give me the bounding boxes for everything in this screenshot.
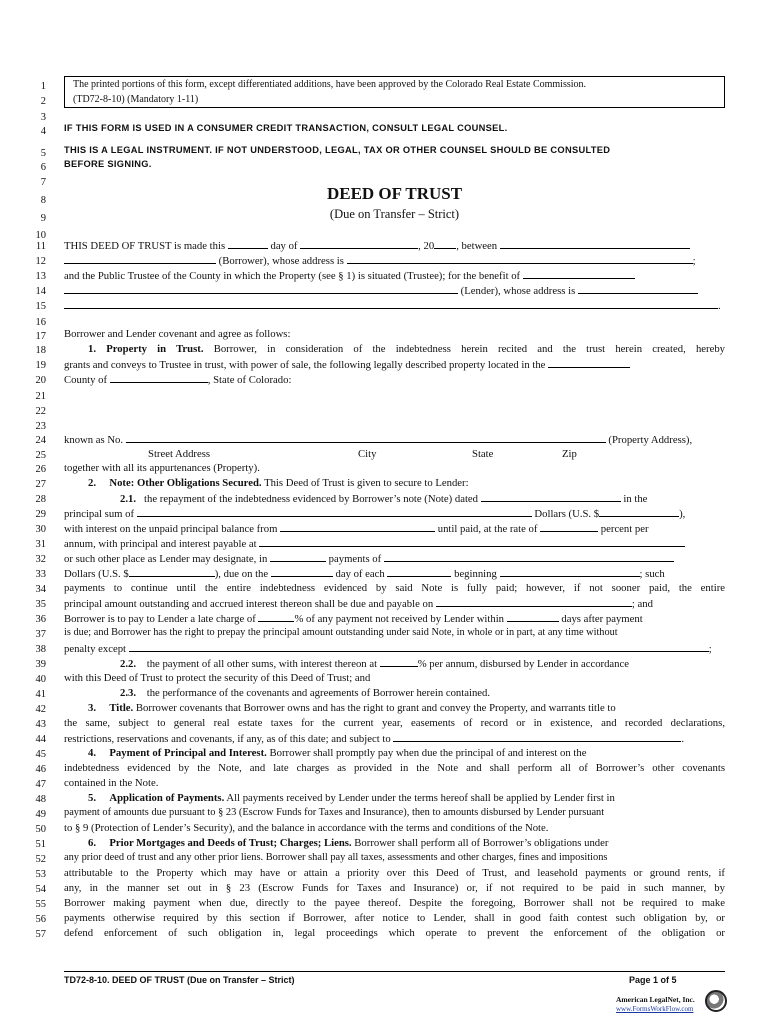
body-line-49: payment of amounts due pursuant to § 23 (Escrow Funds for Taxes and Insurance), then to amounts disbursed by Lender pursuant <box>64 807 605 818</box>
line-number: 7 <box>40 177 46 188</box>
body-line-31 <box>64 536 725 552</box>
property-address-blank[interactable] <box>126 432 606 443</box>
payment-place-blank[interactable] <box>259 536 685 547</box>
line-number: 55 <box>35 899 46 910</box>
line-number: 14 <box>35 286 46 297</box>
line-number: 46 <box>35 764 46 775</box>
line-number: 23 <box>35 421 46 432</box>
beginning-date-blank[interactable] <box>500 566 640 577</box>
text: , 20 <box>418 240 435 252</box>
body-line-17: Borrower and Lender covenant and agree as follows: <box>64 328 291 340</box>
line-number: 17 <box>35 331 46 342</box>
notice-line-2: (TD72-8-10) (Mandatory 1-11) <box>73 94 199 105</box>
lender-address-blank-cont[interactable] <box>64 298 718 309</box>
month-blank[interactable] <box>300 238 418 249</box>
text: ; and <box>631 598 653 610</box>
text: grants and conveys to Trustee in trust, with power of sale, the following legally described property located in the <box>64 359 546 371</box>
document-title: DEED OF TRUST <box>326 184 463 203</box>
text: THIS DEED OF TRUST is made this <box>64 240 226 252</box>
text: (Lender), whose address is <box>460 285 576 297</box>
line-number: 51 <box>35 839 46 850</box>
commission-notice-box <box>64 76 725 108</box>
text: Borrower, in consideration of the indebtedness herein recited and the trust herein created, hereby <box>213 343 726 355</box>
text: . <box>718 300 721 312</box>
line-number: 41 <box>35 689 46 700</box>
borrower-name-blank-cont[interactable] <box>64 253 216 264</box>
text: day of each <box>335 568 385 580</box>
line-number: 42 <box>35 704 46 715</box>
text: (Borrower), whose address is <box>218 255 344 267</box>
text: Dollars (U.S. $ <box>534 508 600 520</box>
line-number: 37 <box>35 629 46 640</box>
body-line-50: to § 9 (Protection of Lender’s Security), and the balance in accordance with the terms and conditions of the Note. <box>64 822 549 834</box>
payment-amount-words-blank[interactable] <box>384 551 674 562</box>
line-number: 24 <box>35 435 46 446</box>
line-number: 34 <box>35 584 46 595</box>
body-line-44 <box>64 731 725 747</box>
line-number: 12 <box>35 256 46 267</box>
line-number: 26 <box>35 464 46 475</box>
line-number: 2 <box>40 96 46 107</box>
body-line-40: with this Deed of Trust to protect the security of this Deed of Trust; and <box>64 672 371 684</box>
body-line-13 <box>64 268 725 284</box>
line-number: 15 <box>35 301 46 312</box>
line-number: 38 <box>35 644 46 655</box>
publisher-url[interactable]: www.FormsWorkFlow.com <box>616 1005 694 1013</box>
line-number: 30 <box>35 524 46 535</box>
text: Borrower covenants that Borrower owns and has the right to grant and convey the Property, and warrants title to <box>135 702 616 714</box>
county-name-blank[interactable] <box>110 372 208 383</box>
lender-name-blank[interactable] <box>523 268 635 279</box>
text: This Deed of Trust is given to secure to Lender: <box>264 477 469 489</box>
due-day-blank[interactable] <box>271 566 333 577</box>
text: and the Public Trustee of the County in which the Property (see § 1) is situated (Trustee); for the benefit of <box>64 270 521 282</box>
text: with interest on the unpaid principal balance from <box>64 523 278 535</box>
line-number: 35 <box>35 599 46 610</box>
line-number: 53 <box>35 869 46 880</box>
legal-instrument-warning-cont: BEFORE SIGNING. <box>64 159 152 169</box>
text: known as No. <box>64 434 124 446</box>
text: (Property Address), <box>608 434 693 446</box>
payment-count-blank[interactable] <box>270 551 326 562</box>
line-number: 6 <box>40 162 46 173</box>
section-heading: Payment of Principal and Interest. <box>109 747 267 759</box>
publisher-name: American LegalNet, Inc. <box>616 995 695 1004</box>
text: % per annum, disbursed by Lender in accordance <box>417 658 630 670</box>
line-number: 28 <box>35 494 46 505</box>
footer-rule <box>64 971 725 972</box>
body-line-53: attributable to the Property which may have or attain a priority over this Deed of Trust, and leasehold payments or ground rents, if <box>64 867 725 879</box>
day-blank[interactable] <box>228 238 268 249</box>
subsection-number: 2.1. <box>120 493 137 505</box>
body-line-12 <box>64 253 725 269</box>
street-address-label: Street Address <box>148 448 211 460</box>
text: annum, with principal and interest payable at <box>64 538 257 550</box>
maturity-date-blank[interactable] <box>436 596 632 607</box>
body-line-38 <box>64 641 725 657</box>
body-line-33 <box>64 566 725 582</box>
line-number: 39 <box>35 659 46 670</box>
line-number: 29 <box>35 509 46 520</box>
subsection-number: 2.2. <box>120 658 137 670</box>
section-number: 6. <box>88 837 97 849</box>
line-number: 27 <box>35 479 46 490</box>
line-number: 48 <box>35 794 46 805</box>
body-line-28 <box>64 491 725 507</box>
line-number: 9 <box>40 213 46 224</box>
payment-amount-blank[interactable] <box>129 566 215 577</box>
text: principal sum of <box>64 508 135 520</box>
line-number: 44 <box>35 734 46 745</box>
body-line-26: together with all its appurtenances (Property). <box>64 462 260 474</box>
body-line-15 <box>64 298 725 314</box>
text: or such other place as Lender may designate, in <box>64 553 268 565</box>
legal-instrument-warning: THIS IS A LEGAL INSTRUMENT. IF NOT UNDERSTOOD, LEGAL, TAX OR OTHER COUNSEL SHOULD BE CONSULTED <box>64 145 611 155</box>
text: in the <box>623 493 648 505</box>
body-line-51 <box>64 836 725 851</box>
line-number: 10 <box>35 230 46 241</box>
body-line-52: any prior deed of trust and any other prior liens. Borrower shall pay all taxes, assessments and other charges, fines and impositions <box>64 852 608 863</box>
text: ), due on the <box>214 568 269 580</box>
line-number: 54 <box>35 884 46 895</box>
borrower-address-blank[interactable] <box>347 253 693 264</box>
section-number: 4. <box>88 747 97 759</box>
lender-name-blank-cont[interactable] <box>64 283 458 294</box>
line-number: 49 <box>35 809 46 820</box>
line-number: 50 <box>35 824 46 835</box>
text: % of any payment not received by Lender within <box>294 613 505 625</box>
body-line-35 <box>64 596 725 612</box>
line-number: 11 <box>35 241 46 252</box>
period-blank[interactable] <box>387 566 451 577</box>
body-line-30 <box>64 521 725 537</box>
text: , between <box>456 240 498 252</box>
section-number: 5. <box>88 792 97 804</box>
text: Dollars (U.S. $ <box>64 568 129 580</box>
text: County of <box>64 374 108 386</box>
body-line-34: payments to continue until the entire indebtedness evidenced by said Note is fully paid; however, if not sooner paid, the entire <box>64 582 725 594</box>
line-number: 31 <box>35 539 46 550</box>
section-number: 3. <box>88 702 97 714</box>
notice-line-1: The printed portions of this form, except differentiated additions, have been approved by the Colorado Real Estate Commission. <box>73 79 587 90</box>
section-heading: Note: Other Obligations Secured. <box>109 477 262 489</box>
publisher-logo-icon <box>705 990 727 1012</box>
line-number: 57 <box>35 929 46 940</box>
text: ; such <box>639 568 665 580</box>
line-number: 13 <box>35 271 46 282</box>
body-line-11 <box>64 238 725 254</box>
line-number: 18 <box>35 345 46 356</box>
body-line-18 <box>64 342 725 357</box>
body-line-48 <box>64 791 725 806</box>
line-number: 47 <box>35 779 46 790</box>
line-number: 43 <box>35 719 46 730</box>
text: Borrower shall perform all of Borrower’s obligations under <box>354 837 609 849</box>
body-line-39 <box>64 656 725 672</box>
line-number: 1 <box>40 81 46 92</box>
line-number: 52 <box>35 854 46 865</box>
year-blank[interactable] <box>434 238 456 249</box>
body-line-41 <box>64 686 725 701</box>
late-charge-blank[interactable] <box>258 611 294 622</box>
text: ), <box>679 508 686 520</box>
body-line-29 <box>64 506 725 522</box>
lender-address-blank[interactable] <box>578 283 698 294</box>
grace-days-blank[interactable] <box>507 611 559 622</box>
document-subtitle: (Due on Transfer – Strict) <box>329 207 460 221</box>
text: until paid, at the rate of <box>437 523 538 535</box>
prepayment-penalty-blank[interactable] <box>129 641 709 652</box>
line-number: 8 <box>40 195 46 206</box>
consumer-credit-warning: IF THIS FORM IS USED IN A CONSUMER CREDIT TRANSACTION, CONSULT LEGAL COUNSEL. <box>64 123 508 133</box>
body-line-57: defend enforcement of such obligation in, legal proceedings which operate to prevent the enforcement of the obligation or <box>64 927 725 939</box>
line-number: 56 <box>35 914 46 925</box>
page-number: Page 1 of 5 <box>629 975 677 985</box>
zip-label: Zip <box>562 448 577 460</box>
note-date-blank[interactable] <box>481 491 621 502</box>
text: principal amount outstanding and accrued interest thereon shall be due and payable on <box>64 598 434 610</box>
body-line-56: payments otherwise required by this section if Borrower, after notice to Lender, shall in good faith contest such obligation by, or <box>64 912 725 924</box>
section-heading: Prior Mortgages and Deeds of Trust; Charges; Liens. <box>109 837 352 849</box>
body-line-43: the same, subject to general real estate taxes for the current year, easements of record or in existence, and recorded declarations, <box>64 717 725 729</box>
text: the performance of the covenants and agreements of Borrower herein contained. <box>146 687 491 699</box>
text: penalty except <box>64 643 127 655</box>
line-number: 4 <box>40 126 46 137</box>
county-blank[interactable] <box>548 357 630 368</box>
text: days after payment <box>561 613 643 625</box>
body-line-37: is due; and Borrower has the right to prepay the principal amount outstanding under said Note, in whole or in part, at any time without <box>64 627 618 638</box>
line-number: 21 <box>35 391 46 402</box>
line-number: 19 <box>35 360 46 371</box>
city-label: City <box>358 448 377 460</box>
title-exceptions-blank[interactable] <box>393 731 681 742</box>
body-line-47: contained in the Note. <box>64 777 159 789</box>
other-sums-rate-blank[interactable] <box>380 656 418 667</box>
interest-from-blank[interactable] <box>280 521 435 532</box>
line-number: 22 <box>35 406 46 417</box>
body-line-27 <box>64 476 725 491</box>
section-heading: Property in Trust. <box>106 343 204 355</box>
text: day of <box>270 240 298 252</box>
section-number: 2. <box>88 477 97 489</box>
body-line-54: any, in the manner set out in § 23 (Escrow Funds for Taxes and Insurance) or, if not required to be paid in such manner, by <box>64 882 725 894</box>
body-line-36 <box>64 611 725 627</box>
body-line-20 <box>64 372 725 388</box>
text: Borrower shall promptly pay when due the principal of and interest on the <box>269 747 587 759</box>
line-number: 20 <box>35 375 46 386</box>
text: beginning <box>454 568 497 580</box>
body-line-14 <box>64 283 725 299</box>
line-number: 40 <box>35 674 46 685</box>
body-line-32 <box>64 551 725 567</box>
text: the payment of all other sums, with interest thereon at <box>146 658 378 670</box>
line-number: 33 <box>35 569 46 580</box>
line-number: 32 <box>35 554 46 565</box>
body-line-46: indebtedness evidenced by the Note, and late charges as provided in the Note and shall perform all of Borrower’s other covenants <box>64 762 725 774</box>
text: ; <box>692 255 696 267</box>
section-heading: Title. <box>109 702 134 714</box>
line-number: 5 <box>40 148 46 159</box>
body-line-45 <box>64 746 725 761</box>
section-number: 1. <box>88 343 97 355</box>
body-line-24 <box>64 432 725 448</box>
body-line-42 <box>64 701 725 716</box>
text: percent per <box>600 523 649 535</box>
publisher-badge <box>612 990 728 1018</box>
borrower-name-blank[interactable] <box>500 238 690 249</box>
line-number: 45 <box>35 749 46 760</box>
line-number: 3 <box>40 112 46 123</box>
interest-rate-blank[interactable] <box>540 521 598 532</box>
principal-sum-blank[interactable] <box>137 506 532 517</box>
form-id: TD72-8-10. DEED OF TRUST (Due on Transfer – Strict) <box>64 975 295 985</box>
text: the repayment of the indebtedness evidenced by Borrower’s note (Note) dated <box>144 493 479 505</box>
text: . <box>681 733 685 745</box>
text: payments of <box>328 553 382 565</box>
text: , State of Colorado: <box>207 374 292 386</box>
text: ; <box>708 643 712 655</box>
subsection-number: 2.3. <box>120 687 137 699</box>
principal-amount-blank[interactable] <box>599 506 679 517</box>
line-number: 36 <box>35 614 46 625</box>
section-heading: Application of Payments. <box>109 792 225 804</box>
text: All payments received by Lender under the terms hereof shall be applied by Lender first in <box>226 792 615 804</box>
state-label: State <box>472 448 494 460</box>
text: restrictions, reservations and covenants, if any, as of this date; and subject to <box>64 733 391 745</box>
line-number: 16 <box>35 317 46 328</box>
text: Borrower is to pay to Lender a late charge of <box>64 613 256 625</box>
body-line-19 <box>64 357 725 373</box>
line-number: 25 <box>35 450 46 461</box>
body-line-55: Borrower making payment when due, directly to the payee thereof. Despite the foregoing, Borrower shall not be required to make <box>64 897 725 909</box>
